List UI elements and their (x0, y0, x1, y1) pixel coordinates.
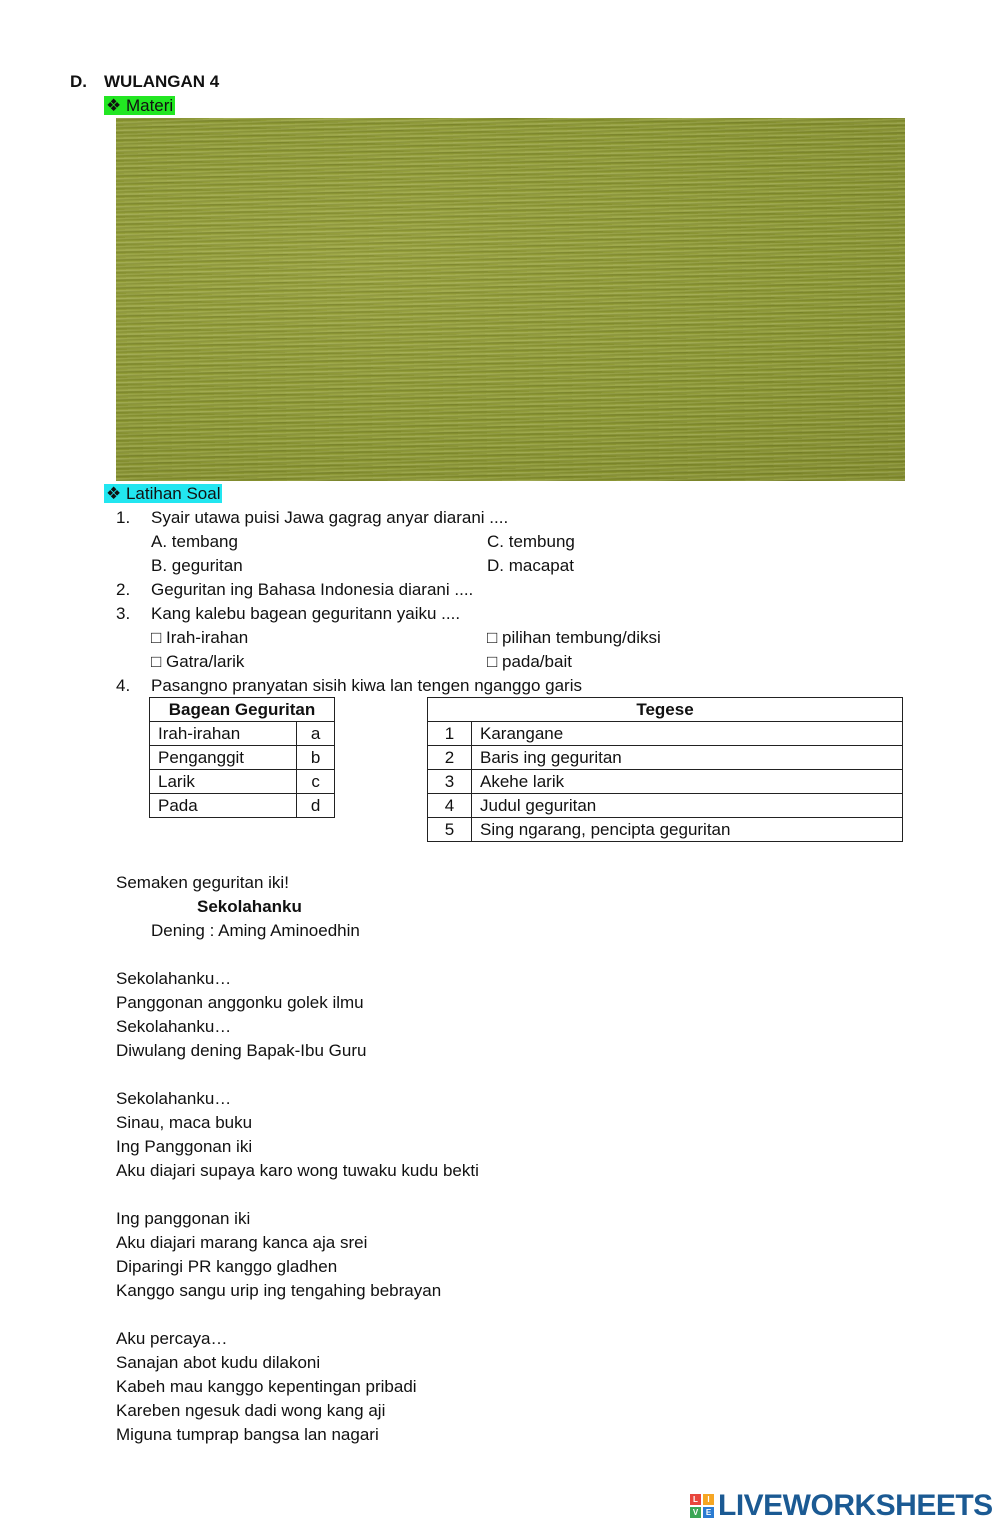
left-term: Irah-irahan (150, 722, 297, 746)
poem-line: Kabeh mau kanggo kepentingan pribadi (116, 1377, 417, 1396)
right-text: Sing ngarang, pencipta geguritan (472, 818, 903, 842)
logo-mark-tile: V (690, 1507, 701, 1518)
poem-line: Ing panggonan iki (116, 1209, 251, 1228)
table-row[interactable] (428, 794, 903, 818)
right-text: Judul geguritan (472, 794, 903, 818)
question-3-checkbox-gatra[interactable]: □ Gatra/larik (151, 652, 245, 671)
poem-line: Aku diajari marang kanca aja srei (116, 1233, 368, 1252)
poem-intro: Semaken geguritan iki! (116, 873, 289, 892)
question-4-number: 4. (116, 676, 131, 695)
latihan-heading (104, 482, 222, 506)
poem-line: Sekolahanku… (116, 1017, 232, 1036)
poem-line: Aku percaya… (116, 1329, 228, 1348)
question-1-option-b[interactable]: B. geguritan (151, 556, 243, 575)
question-1-option-a[interactable]: A. tembang (151, 532, 238, 551)
question-1-option-d[interactable]: D. macapat (487, 556, 574, 575)
bagean-geguritan-table (149, 697, 335, 818)
section-title: WULANGAN 4 (104, 72, 220, 91)
poem-line: Sinau, maca buku (116, 1113, 253, 1132)
liveworksheets-logo[interactable] (690, 1488, 993, 1524)
left-term: Larik (150, 770, 297, 794)
table-row[interactable] (150, 794, 335, 818)
table-row[interactable] (150, 770, 335, 794)
wood-texture-image (116, 118, 905, 481)
question-3-checkbox-diksi[interactable]: □ pilihan tembung/diksi (487, 628, 661, 647)
question-3-checkbox-irah-irahan[interactable]: □ Irah-irahan (151, 628, 249, 647)
right-text: Karangane (472, 722, 903, 746)
latihan-label: ❖ Latihan Soal (106, 484, 221, 503)
right-num[interactable]: 4 (428, 794, 472, 818)
logo-mark-tile: L (690, 1494, 701, 1505)
poem-line: Kareben ngesuk dadi wong kang aji (116, 1401, 386, 1420)
logo-mark-tile: E (703, 1507, 714, 1518)
logo-text: LIVEWORKSHEETS (718, 1489, 993, 1522)
question-1-option-c[interactable]: C. tembung (487, 532, 575, 551)
question-3-checkbox-pada[interactable]: □ pada/bait (487, 652, 572, 671)
poem-line: Kanggo sangu urip ing tengahing bebrayan (116, 1281, 442, 1300)
logo-mark-tile: I (703, 1494, 714, 1505)
table-row[interactable] (428, 746, 903, 770)
poem-author: Dening : Aming Aminoedhin (151, 921, 360, 940)
right-text: Baris ing geguritan (472, 746, 903, 770)
tegese-table (427, 697, 903, 842)
question-3-text: Kang kalebu bagean geguritann yaiku .... (151, 604, 461, 623)
materi-label: ❖ Materi (106, 96, 174, 115)
left-key[interactable]: c (297, 770, 335, 794)
table-row[interactable] (428, 818, 903, 842)
logo-mark-icon (690, 1494, 714, 1518)
right-table-header: Tegese (428, 698, 903, 722)
poem-line: Sekolahanku… (116, 1089, 232, 1108)
poem-line: Ing Panggonan iki (116, 1137, 253, 1156)
question-2-text: Geguritan ing Bahasa Indonesia diarani .... (151, 580, 474, 599)
right-num[interactable]: 5 (428, 818, 472, 842)
left-key[interactable]: a (297, 722, 335, 746)
right-num[interactable]: 1 (428, 722, 472, 746)
table-row[interactable] (150, 722, 335, 746)
question-4-text: Pasangno pranyatan sisih kiwa lan tengen nganggo garis (151, 676, 582, 695)
left-key[interactable]: b (297, 746, 335, 770)
poem-title: Sekolahanku (197, 897, 302, 916)
question-1-number: 1. (116, 508, 131, 527)
question-1-text: Syair utawa puisi Jawa gagrag anyar diarani .... (151, 508, 509, 527)
right-num[interactable]: 2 (428, 746, 472, 770)
right-num[interactable]: 3 (428, 770, 472, 794)
left-table-header: Bagean Geguritan (150, 698, 335, 722)
poem-line: Sanajan abot kudu dilakoni (116, 1353, 321, 1372)
table-row[interactable] (428, 770, 903, 794)
poem-line: Sekolahanku… (116, 969, 232, 988)
question-3-number: 3. (116, 604, 131, 623)
section-letter: D. (70, 72, 87, 91)
left-key[interactable]: d (297, 794, 335, 818)
poem-line: Panggonan anggonku golek ilmu (116, 993, 364, 1012)
table-row[interactable] (150, 746, 335, 770)
poem-line: Diparingi PR kanggo gladhen (116, 1257, 338, 1276)
left-term: Pada (150, 794, 297, 818)
poem-line: Aku diajari supaya karo wong tuwaku kudu bekti (116, 1161, 479, 1180)
poem-line: Diwulang dening Bapak-Ibu Guru (116, 1041, 367, 1060)
left-term: Penganggit (150, 746, 297, 770)
question-2-number: 2. (116, 580, 131, 599)
materi-heading (104, 94, 175, 118)
poem-line: Miguna tumprap bangsa lan nagari (116, 1425, 379, 1444)
right-text: Akehe larik (472, 770, 903, 794)
table-row[interactable] (428, 722, 903, 746)
